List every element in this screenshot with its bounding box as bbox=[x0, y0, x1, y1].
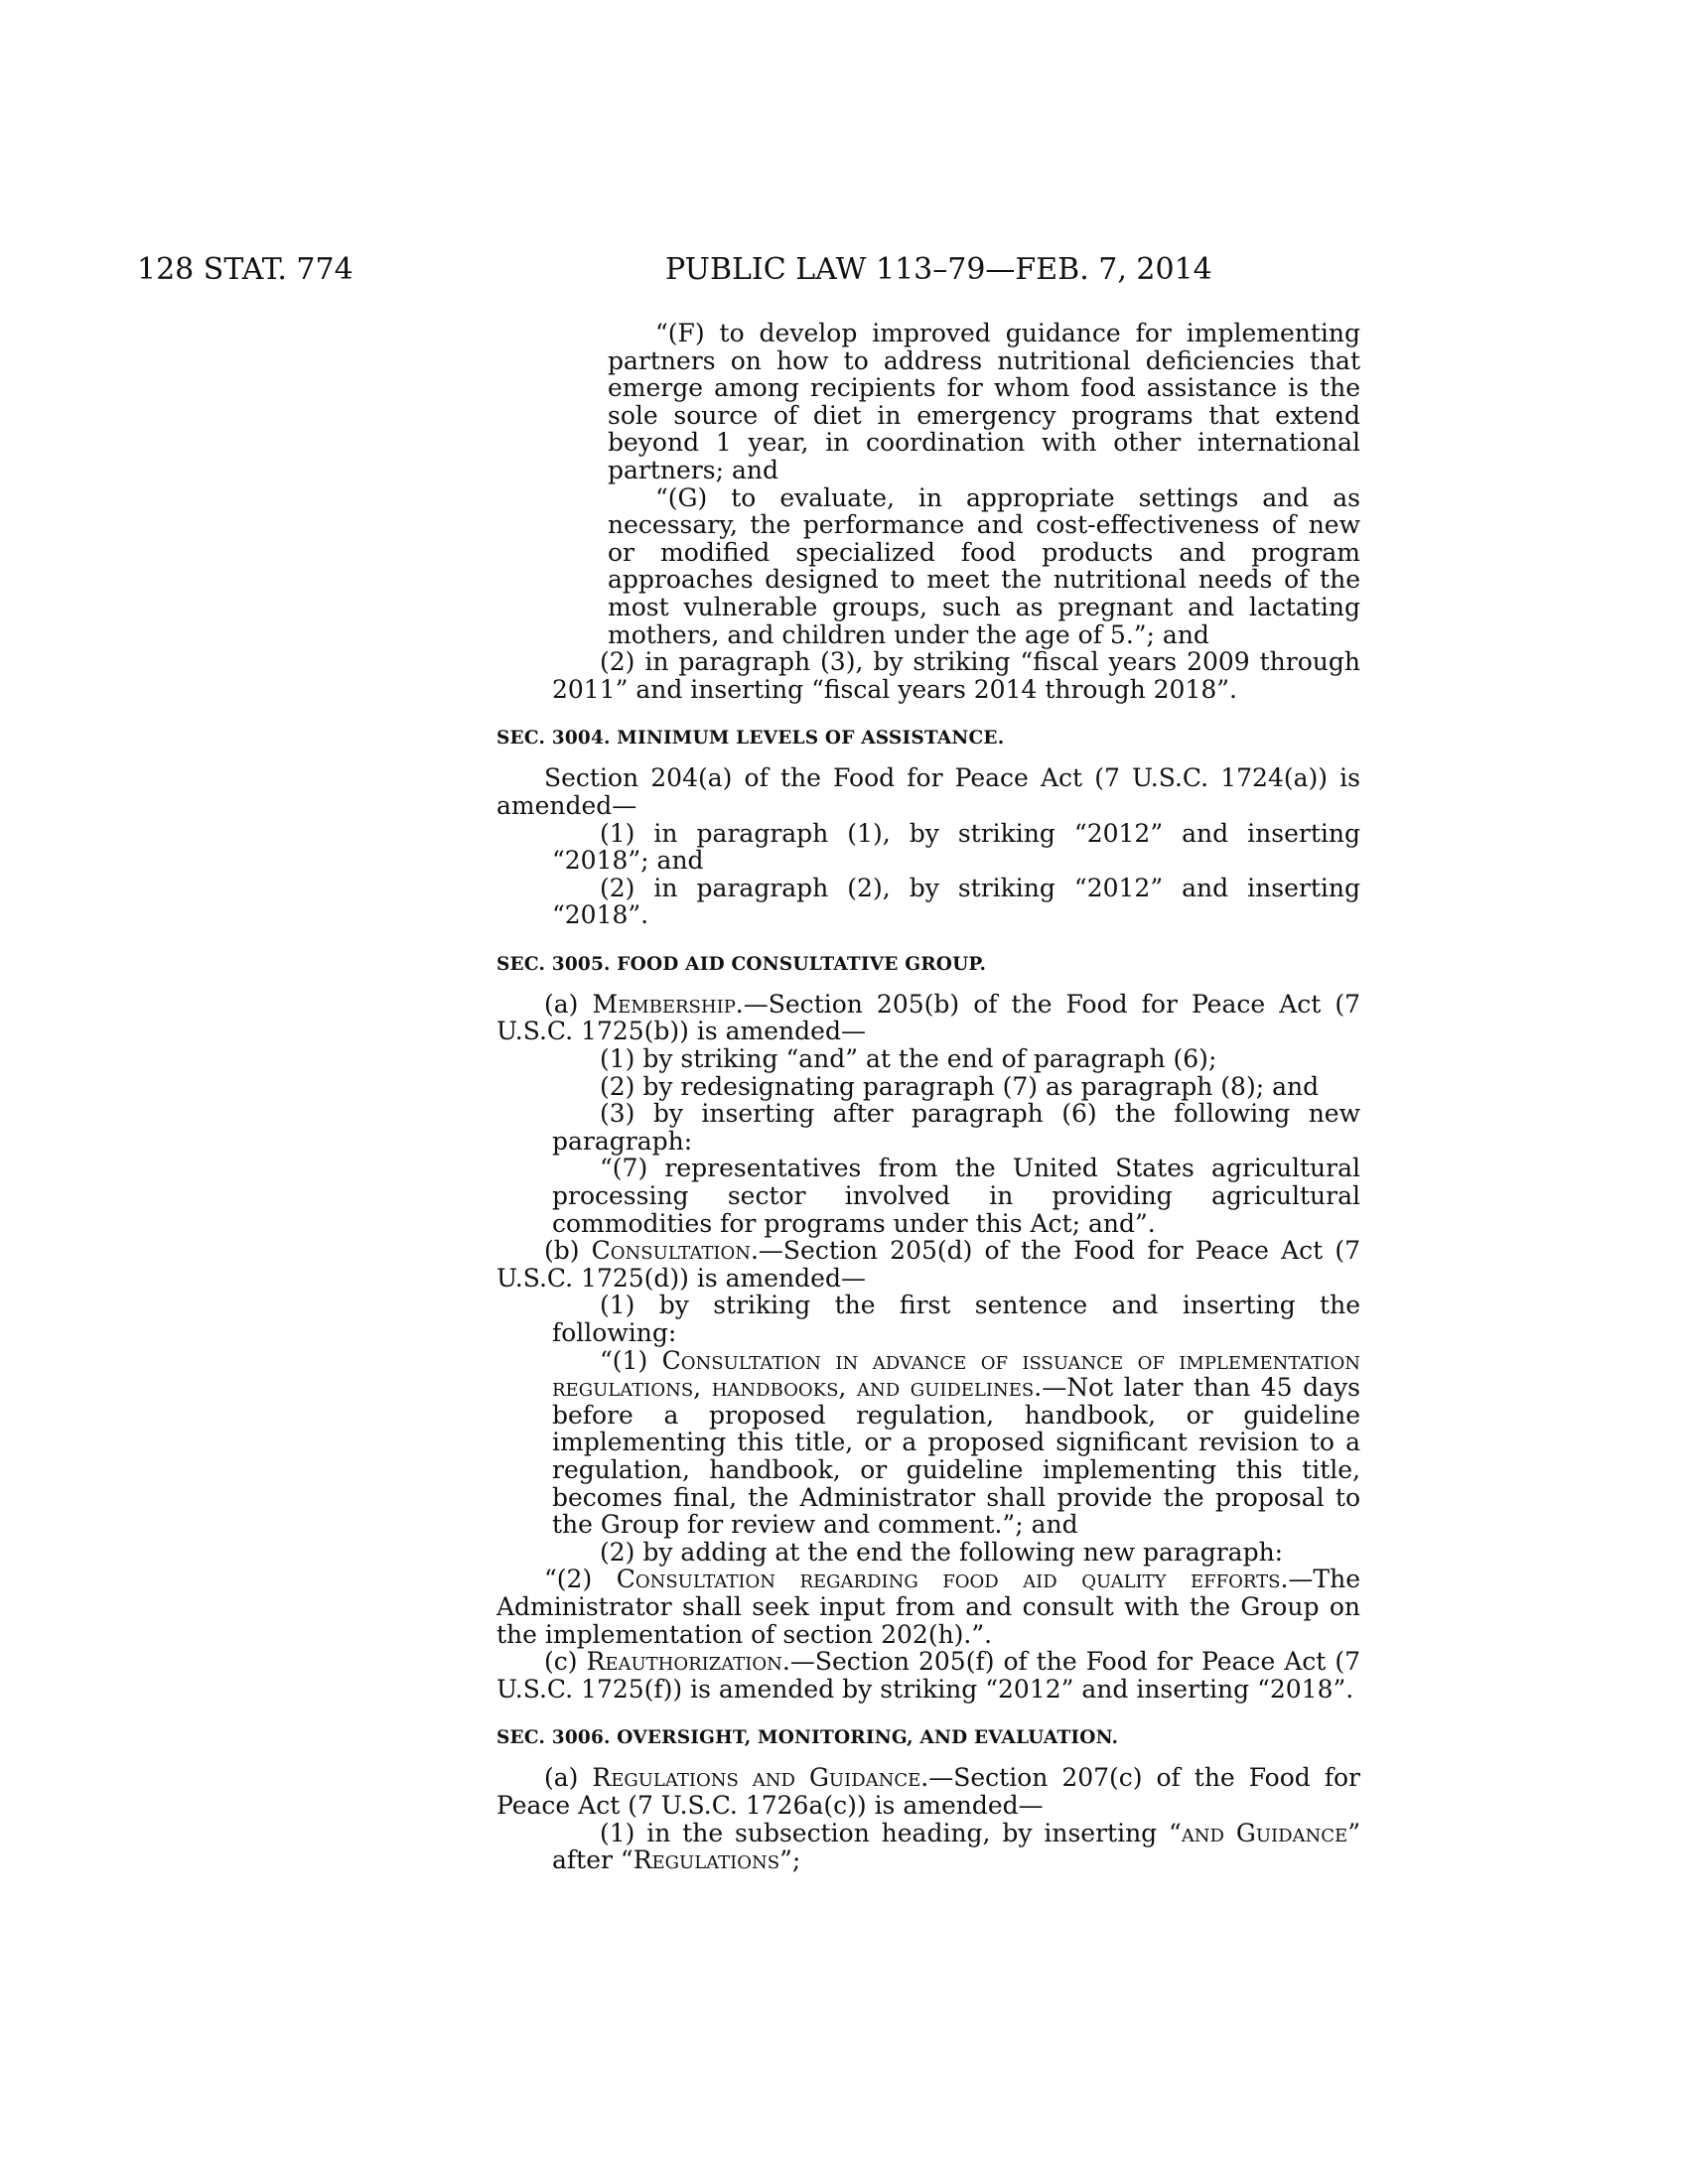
subsection-a-label: (a) bbox=[544, 989, 593, 1019]
subsection-a-text: —Section 205(b) of the Food for Peace Act (7 U.S.C. 1725(b)) is amended— bbox=[496, 989, 1361, 1046]
subsection-c-heading: Reauthorization. bbox=[586, 1647, 790, 1677]
document-body bbox=[496, 320, 1360, 1874]
section-3006-a-label: (a) bbox=[544, 1763, 593, 1793]
section-3005-b-quoted-paragraph-1 bbox=[496, 1347, 1360, 1539]
subsection-c-text: —Section 205(f) of the Food for Peace Act (7 U.S.C. 1725(f)) is amended by striking “2012” and inserting “2018”. bbox=[496, 1647, 1360, 1704]
section-3005-a-item-3: (3) by inserting after paragraph (6) the following new paragraph: bbox=[552, 1099, 1360, 1156]
section-3005-subsection-a bbox=[496, 991, 1360, 1045]
section-3006-a-item-1 bbox=[496, 1820, 1360, 1874]
section-3005-b-item-1: (1) by striking the first sentence and inserting the following: bbox=[552, 1291, 1360, 1347]
section-3004-intro: Section 204(a) of the Food for Peace Act (7 U.S.C. 1724(a)) is amended— bbox=[496, 763, 1360, 820]
section-3005-heading: SEC. 3005. FOOD AID CONSULTATIVE GROUP. bbox=[496, 953, 987, 975]
paragraph-2: (2) in paragraph (3), by striking “fiscal years 2009 through 2011” and inserting “fiscal years 2014 through 2018”. bbox=[552, 647, 1360, 704]
quoted-paragraph-2-heading: Consultation regarding food aid quality efforts. bbox=[616, 1565, 1289, 1594]
subsection-b-heading: Consultation. bbox=[591, 1236, 759, 1266]
section-3006-a1-inserted-words: and Guidance bbox=[1181, 1818, 1348, 1847]
section-3005-b-item-2: (2) by adding at the end the following new paragraph: bbox=[600, 1537, 1284, 1567]
section-3004-item-2: (2) in paragraph (2), by striking “2012” and inserting “2018”. bbox=[552, 873, 1360, 930]
section-3005-subsection-c bbox=[496, 1648, 1360, 1703]
running-head bbox=[0, 250, 1688, 290]
section-3006-heading: SEC. 3006. OVERSIGHT, MONITORING, AND EVALUATION. bbox=[496, 1727, 1119, 1749]
section-3005-a-item-1: (1) by striking “and” at the end of paragraph (6); bbox=[600, 1044, 1217, 1074]
section-3006-a1-text-middle: ” after “ bbox=[552, 1818, 1360, 1875]
subsection-c-label: (c) bbox=[544, 1647, 587, 1677]
subsection-a-heading: Membership. bbox=[592, 989, 744, 1019]
section-3006-subsection-a bbox=[496, 1764, 1360, 1819]
quoted-paragraph-1-label: “(1) bbox=[600, 1345, 662, 1375]
statute-page-reference: 128 STAT. 774 bbox=[137, 252, 353, 287]
section-3006-a-text: —Section 207(c) of the Food for Peace Act (7 U.S.C. 1726a(c)) is amended— bbox=[496, 1763, 1360, 1820]
subsection-b-text: —Section 205(d) of the Food for Peace Act (7 U.S.C. 1725(d)) is amended— bbox=[496, 1236, 1360, 1293]
subsection-b-label: (b) bbox=[544, 1236, 592, 1266]
public-law-reference: PUBLIC LAW 113–79—FEB. 7, 2014 bbox=[665, 252, 1212, 287]
paragraph-f: “(F) to develop improved guidance for implementing partners on how to address nutritional deficiencies that emerge among recipients for whom food assistance is the sole source of diet in emergency programs that extend beyond 1 year, in coordination with other international partners; and bbox=[608, 319, 1360, 484]
section-3006-a-heading: Regulations and Guidance. bbox=[592, 1763, 929, 1793]
section-3006-a1-text-start: (1) in the subsection heading, by inserting “ bbox=[600, 1818, 1182, 1847]
section-3005-a-quoted-paragraph-7: “(7) representatives from the United States agricultural processing sector involved in providing agricultural commodities for programs under this Act; and”. bbox=[552, 1154, 1360, 1238]
section-3004-item-1: (1) in paragraph (1), by striking “2012” and inserting “2018”; and bbox=[552, 818, 1360, 876]
section-3006-a1-text-end: ”; bbox=[779, 1845, 801, 1875]
section-3006-a1-target-words: Regulations bbox=[633, 1845, 780, 1875]
quoted-paragraph-2-text: —The Administrator shall seek input from and consult with the Group on the implementation of section 202(h).”. bbox=[496, 1565, 1360, 1649]
section-3005-b-quoted-paragraph-2 bbox=[496, 1566, 1360, 1648]
quoted-paragraph-2-label: “(2) bbox=[544, 1565, 617, 1594]
section-3005-subsection-b bbox=[496, 1237, 1360, 1292]
quoted-paragraph-1-heading: Consultation in advance of issuance of implementation regulations, handbooks, and guidelines. bbox=[552, 1345, 1361, 1403]
quoted-paragraph-1-text: —Not later than 45 days before a proposed regulation, handbook, or guideline implementing this title, or a proposed significant revision to a regulation, handbook, or guideline implementing this title, becomes final, the Administrator shall provide the proposal to the Group for review and comment.”; and bbox=[552, 1373, 1361, 1540]
section-3004-heading: SEC. 3004. MINIMUM LEVELS OF ASSISTANCE. bbox=[496, 728, 1005, 750]
section-3005-a-item-2: (2) by redesignating paragraph (7) as paragraph (8); and bbox=[600, 1071, 1320, 1101]
paragraph-g: “(G) to evaluate, in appropriate settings and as necessary, the performance and cost-effectiveness of new or modified specialized food products and program approaches designed to meet the nutritional needs of the most vulnerable groups, such as pregnant and lactating mothers, and children under the age of 5.”; and bbox=[608, 482, 1360, 649]
